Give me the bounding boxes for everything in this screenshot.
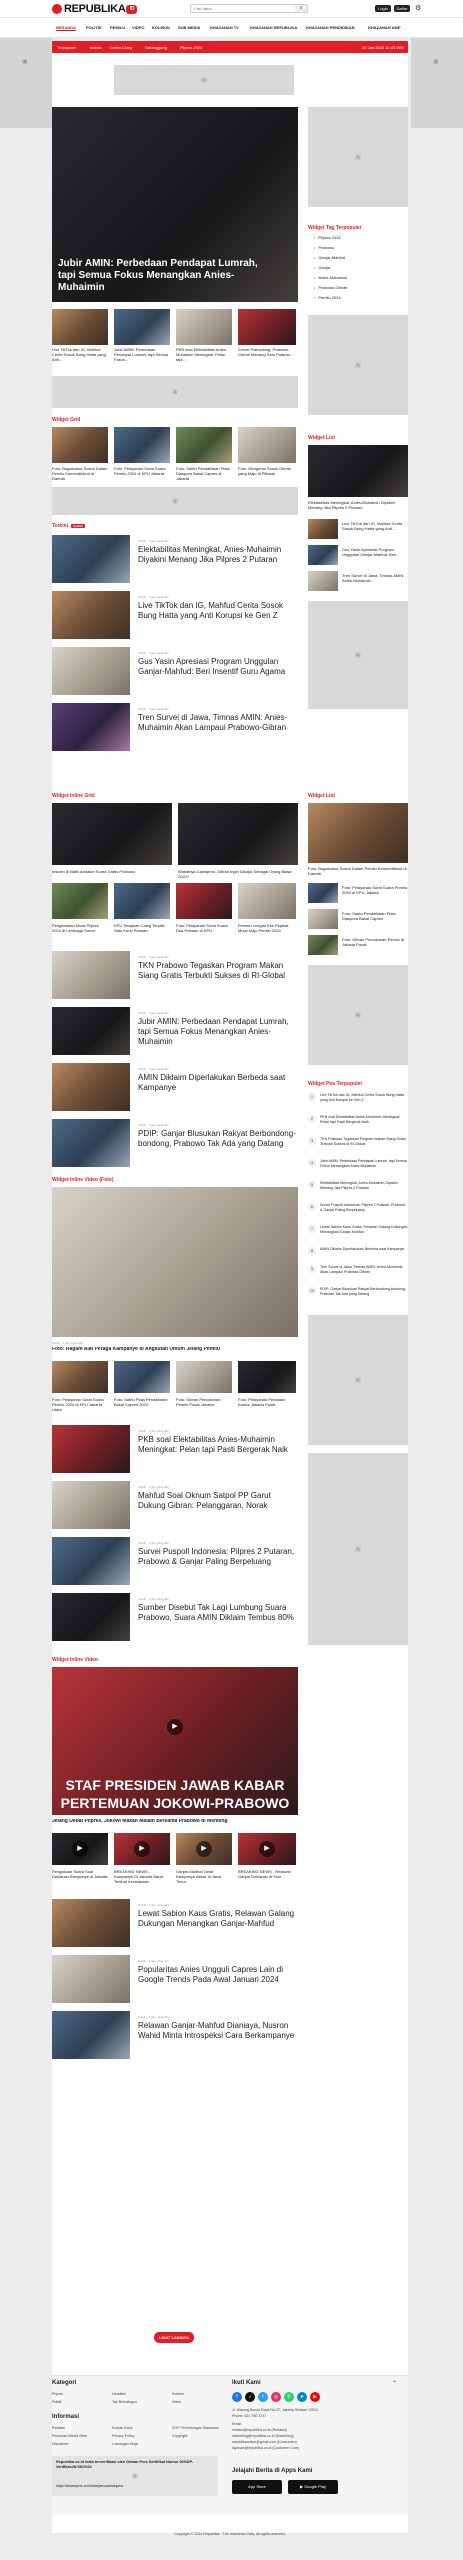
gear-icon[interactable]: ⚙	[415, 5, 422, 12]
inline-grid-item-title[interactable]: KPU Tetapkan Caleg Terpilih Satu Kursi Putaran	[114, 923, 165, 933]
inline-list-item[interactable]: Foto: Gibran Pencalonan Pemilu di Jakarta Pusat	[342, 937, 405, 947]
grid-thumb[interactable]	[114, 427, 170, 463]
footer-link[interactable]: Headline	[112, 2392, 127, 2396]
verified-text: Republika.co.id telah terverifikasi oleh Dewan Pers Sertifikat Nomor 005/DP-Verifikasi/K/XII/2024	[56, 2460, 194, 2469]
play-icon[interactable]: ▶	[196, 1841, 212, 1857]
whatsapp-icon[interactable]: ✆	[284, 2392, 294, 2402]
left-side-ad[interactable]: ▣	[0, 38, 52, 128]
article-meta: Politik · 1 jam yang lalu	[138, 539, 169, 543]
hero-related-thumb[interactable]	[176, 309, 232, 345]
logo-badge: ID	[126, 5, 137, 14]
right-side-ad[interactable]: ▣	[411, 38, 463, 128]
sidebar-ad[interactable]	[308, 1315, 408, 1445]
article-meta: Politik · 1 jam yang lalu	[138, 2015, 169, 2019]
populer-item[interactable]: Live TikTok dan IG, Mahfud Cerita Sosok Bung Hatta yang Anti Korupsi ke Gen Z	[320, 1093, 405, 1102]
foto-thumb[interactable]	[52, 1361, 108, 1393]
inline-video-foto-image[interactable]	[52, 1187, 298, 1337]
mid-banner-ad[interactable]	[52, 376, 298, 408]
footer-link[interactable]: Copyright	[172, 2434, 188, 2438]
site-logo[interactable]	[52, 3, 137, 15]
tiktok-icon[interactable]: ♪	[245, 2392, 255, 2402]
sidebar-ad[interactable]	[308, 315, 408, 415]
top-banner-ad[interactable]	[114, 65, 294, 95]
list-title[interactable]: Gus Yasin Apresiasi Program Unggulan Ganjar-Mahfud: Beri...	[342, 547, 400, 557]
footer	[52, 2375, 408, 2515]
instagram-icon[interactable]: ◎	[271, 2392, 281, 2402]
article-thumb[interactable]	[52, 951, 130, 999]
hero-related-title[interactable]: Live TikTok dan IG, Mahfud Cerita Sosok Bung Hatta yang Anti...	[52, 347, 106, 362]
twitter-icon[interactable]: t	[258, 2392, 268, 2402]
hero-title[interactable]: Jubir AMIN: Perbedaan Pendapat Lumrah, tapi Semua Fokus Menangkan Anies-Muhaimin	[58, 258, 258, 293]
rank-number: 3	[308, 1137, 316, 1145]
inline-grid-item-title[interactable]: Pemain Lengan Eks Pejabat Mulai Maju Pemilu 2024	[238, 923, 289, 933]
inline-grid-feature[interactable]	[52, 803, 172, 865]
hero-related-title[interactable]: PKB soal Elektabilitas Anies-Muhaimin Meningkat: Pelan tapi...	[176, 347, 228, 362]
article-thumb[interactable]	[52, 1955, 130, 2003]
app-store-label: App Store	[248, 2484, 266, 2489]
sub-nav	[52, 41, 408, 53]
current-date: 22 Jan 2024 12:43 WIB	[362, 45, 404, 50]
article-title[interactable]: Relawan Ganjar-Mahfud Dianiaya, Nusron Wahid Minta Introspeksi Cara Berkampanye	[138, 2021, 295, 2040]
footer-link[interactable]: Disclaimer	[52, 2442, 69, 2446]
footer-link[interactable]: Redaksi	[52, 2426, 65, 2430]
foto-thumb[interactable]	[176, 1361, 232, 1393]
play-icon[interactable]: ▶	[72, 1841, 88, 1857]
inline-list-feature-title[interactable]: Foto: Bagaimana Sosok Dalam Pemilu Kemendikbud di Daerah	[308, 866, 407, 876]
footer-ikuti-title: Ikuti Kami	[232, 2380, 261, 2386]
copyright: Copyright © 2024 Republika · The Indonesia Daily. All rights reserved.	[174, 2532, 286, 2536]
rank-number: 7	[308, 1225, 316, 1233]
rank-number: 5	[308, 1181, 316, 1189]
article-thumb[interactable]	[52, 1063, 130, 1111]
subnav-gelanggang[interactable]: Gelanggang	[145, 45, 167, 50]
foto-title[interactable]: Foto: Gibran Pencalonan Pemilu Pusat Jakarta	[176, 1397, 221, 1407]
load-more-button[interactable]: LIHAT LAINNYA	[154, 2332, 194, 2343]
populer-item[interactable]: PKB soal Elektabilitas Anies-Muhaimin Meningkat: Pelan tapi Pasti Bergerak Naik	[320, 1115, 401, 1124]
footer-link[interactable]: SOP Perlindungan Wartawan	[172, 2426, 219, 2430]
article-thumb[interactable]	[52, 1593, 130, 1641]
grid-title[interactable]: Foto: Mengenal Sosok Gibran yang Maju di Pilkada	[238, 466, 292, 476]
terkini-title: Terkini Update	[52, 523, 84, 529]
logo-text: REPUBLIKA	[64, 3, 126, 15]
inline-list-thumb[interactable]	[308, 883, 338, 903]
app-store-button[interactable]	[232, 2480, 282, 2494]
tag-item[interactable]: • Prabowo	[314, 245, 334, 250]
video-thumb[interactable]	[176, 1833, 232, 1865]
inline-video-foto-title: Widget Inline Video (Foto)	[52, 1177, 114, 1183]
grid-title[interactable]: Foto: Bagaimana Sosok Dalam Pemilu Kemendikbud di Daerah	[52, 466, 108, 481]
article-meta: Politik · 1 jam yang lalu	[138, 1067, 169, 1071]
nav-item-khazanah-tv[interactable]: KHAZANAH TV	[210, 25, 239, 30]
hero-image[interactable]	[52, 107, 298, 302]
play-icon[interactable]: ▶	[134, 1841, 150, 1857]
nav-item-khazanah-amp[interactable]: KHAZANAH AMP	[368, 25, 401, 30]
hero-related-title[interactable]: Survei Poltracking: Prabowo-Gibran Menang Satu Putaran...	[238, 347, 294, 357]
grid-title[interactable]: Foto: Sabtu Pendaftaran Piala Diaspora Bakal Capres di Jakarta	[176, 466, 230, 481]
article-title[interactable]: Live TikTok dan IG, Mahfud Cerita Sosok Bung Hatta yang Anti Korupsi ke Gen Z	[138, 601, 283, 620]
inline-video-player[interactable]	[52, 1667, 298, 1815]
nav-item-pemilu[interactable]: PEMILU	[110, 25, 126, 30]
facebook-icon[interactable]: f	[232, 2392, 242, 2402]
footer-link[interactable]: Privacy Policy	[112, 2434, 135, 2438]
article-title[interactable]: Mahfud Soal Oknum Satpol PP Garut Dukung Gibran: Pelanggaran, Norak	[138, 1491, 271, 1510]
footer-kategori-title: Kategori	[52, 2380, 77, 2386]
play-store-icon: ▶	[300, 2484, 305, 2489]
article-meta: Politik · 1 jam yang lalu	[138, 651, 169, 655]
nav-item-koleksi[interactable]: KOLEKSI	[152, 25, 170, 30]
article-meta: Politik · 1 jam yang lalu	[138, 1959, 169, 1963]
populer-title: Widget Pos Terpopuler	[308, 1081, 363, 1087]
grid-title[interactable]: Foto: Pelayanan Surat Suara Pemilu 2024 di KPU Jakarta	[114, 466, 166, 476]
tag-item[interactable]: • Anies-Muhaimin	[314, 275, 347, 280]
list-title[interactable]: Live TikTok dan IG, Mahfud Cerita Sosok Bung Hatta yang Anti...	[342, 521, 403, 531]
subnav-pilpres[interactable]: Pilpres 2024	[180, 45, 203, 50]
rank-number: 8	[308, 1247, 316, 1255]
populer-item[interactable]: AMIN Diklaim Diperlakukan Berbeda saat Kampanye	[320, 1247, 405, 1251]
play-icon[interactable]: ▶	[259, 1841, 275, 1857]
rank-number: 10	[309, 1288, 315, 1293]
article-meta: Politik · 1 jam yang lalu	[138, 955, 169, 959]
google-play-button[interactable]	[288, 2480, 338, 2494]
grid-thumb[interactable]	[176, 427, 232, 463]
article-meta: Politik · 1 jam yang lalu	[138, 1903, 169, 1907]
inline-grid-feature-title[interactable]: Insiden di Batik Andalan Suara Gratis Prabowo	[52, 869, 136, 874]
foto-title[interactable]: Foto: Pelayanan Penataan Kantor Jakarta Pusat	[238, 1397, 286, 1407]
tag-widget-title: Widget Tag Terpopuler	[308, 225, 362, 231]
footer-link[interactable]: Lowongan Kerja	[112, 2442, 138, 2446]
youtube-icon[interactable]: ▶	[310, 2392, 320, 2402]
nav-item-khazanah-pendidikan[interactable]: KHAZANAH PENDIDIKAN	[306, 25, 355, 30]
article-meta: Politik · 1 jam yang lalu	[138, 595, 169, 599]
populer-item[interactable]: TKN Prabowo Tegaskan Program Makan Siang Gratis Terbukti Sukses di RI-Global	[320, 1137, 407, 1146]
main-nav	[0, 18, 463, 38]
sidebar-ad[interactable]	[308, 1453, 408, 1645]
hero-related-thumb[interactable]	[52, 309, 108, 345]
nav-item-khazanah-republika[interactable]: KHAZANAH REPUBLIKA	[250, 25, 298, 30]
login-button[interactable]: Login	[375, 5, 391, 12]
top-header	[0, 0, 463, 18]
inline-grid-thumb[interactable]	[114, 883, 170, 919]
populer-item[interactable]: Survei Puspoll Indonesia: Pilpres 2 Putaran, Prabowo & Ganjar Paling Berpeluang	[320, 1203, 406, 1212]
tag-item[interactable]: • Pilpres 2024	[314, 235, 341, 240]
logo-icon	[52, 4, 62, 14]
article-thumb[interactable]	[52, 1425, 130, 1473]
search-input[interactable]	[191, 5, 291, 12]
inline-grid-feature-title[interactable]: Wakatnya Cawapres, Gibran Ingin Disapa Sebagai Orang Biasa 2024?	[178, 869, 292, 879]
footer-link[interactable]: Koleksi	[172, 2392, 184, 2396]
foto-thumb[interactable]	[238, 1361, 296, 1393]
widget-grid-title: Widget Grid	[52, 417, 81, 423]
video-title[interactable]: BREAKING NEWS - Relawan Ganjar Deklarasi di Solo	[238, 1869, 291, 1879]
hero-related-thumb[interactable]	[238, 309, 296, 345]
mid-banner-ad[interactable]	[52, 487, 298, 515]
inline-video-caption[interactable]: Jelang Debat Pilpres, Jokowi Makan Malam Bersama Prabowo di Menteng	[52, 1819, 228, 1824]
list-title[interactable]: Tren Survei di Jawa, Timnas AMIN: Anies-Muhaimin...	[342, 573, 405, 583]
article-thumb[interactable]	[52, 2011, 130, 2059]
tag-item[interactable]: • Prabowo-Gibran	[314, 285, 348, 290]
article-title[interactable]: PKB soal Elektabilitas Anies-Muhaimin Meningkat: Pelan tapi Pasti Bergerak Naik	[138, 1435, 288, 1454]
google-play-label: Google Play	[304, 2484, 326, 2489]
grid-thumb[interactable]	[238, 427, 296, 463]
video-title[interactable]: Ganjar-Mahfud Gelar Kampanye Akbar di Jawa Timur	[176, 1869, 222, 1884]
article-meta: Politik · 1 jam yang lalu	[138, 1011, 169, 1015]
article-thumb[interactable]	[52, 1007, 130, 1055]
footer-link[interactable]: Video	[172, 2400, 182, 2404]
register-button[interactable]: Daftar	[394, 5, 410, 12]
footer-email[interactable]: republikaonline@gmail.com (Konsumen)	[232, 2440, 297, 2444]
article-thumb[interactable]	[52, 591, 130, 639]
article-thumb[interactable]	[52, 1119, 130, 1167]
tag-item[interactable]: • Pemilu 2024	[314, 295, 341, 300]
list-thumb[interactable]	[308, 571, 338, 591]
inline-list-feature[interactable]	[308, 803, 408, 863]
article-meta: Politik · 1 jam yang lalu	[138, 1429, 169, 1433]
footer-email[interactable]: marketing@republika.co.id (Marketing)	[232, 2434, 294, 2438]
populer-item[interactable]: Jubir AMIN: Perbedaan Pendapat Lumrah, tapi Semua Fokus Menangkan Anies-Muhaimin	[320, 1159, 407, 1168]
hero-related-thumb[interactable]	[114, 309, 170, 345]
inline-grid-item-title[interactable]: Foto: Pelayanan Surat Suara Dua Putaran di KPU	[176, 923, 228, 933]
footer-link[interactable]: Kontak Kami	[112, 2426, 133, 2430]
article-thumb[interactable]	[52, 1481, 130, 1529]
video-banner-line2: PERTEMUAN JOKOWI-PRABOWO	[60, 1795, 290, 1811]
article-meta: Politik · 1 jam yang lalu	[52, 1341, 83, 1345]
inline-grid-item-title[interactable]: Pengamatan Mulai Pilpres 2024 di Lembaga Survei	[52, 923, 99, 933]
nav-item-beranda[interactable]: BERANDA	[56, 25, 76, 30]
inline-list-title: Widget List	[308, 793, 335, 799]
sidebar-ad[interactable]	[308, 601, 408, 709]
footer-email-label: Email:	[232, 2422, 242, 2426]
inline-video-foto-caption[interactable]: Foto: Ragam Alat Peraga Kampanye di Angkutan Umum Jelang Pemilu	[52, 1347, 220, 1352]
search-icon[interactable]: ⌕	[295, 5, 307, 12]
article-thumb[interactable]	[52, 703, 130, 751]
video-title[interactable]: Pengakuan Suara Soal Deklarasi Kampanye di Jakarta	[52, 1869, 108, 1879]
populer-item[interactable]: Elektabilitas Meningkat, Anies-Muhaimin Diyakini Menang Jika Pilpres 2 Putaran	[320, 1181, 398, 1190]
article-title[interactable]: Elektabilitas Meningkat, Anies-Muhaimin Diyakini Menang Jika Pilpres 2 Putaran	[138, 545, 282, 564]
sidebar-ad[interactable]	[308, 107, 408, 207]
foto-title[interactable]: Foto: Sabtu Piala Pendaftaran Bakal Capres 2024	[114, 1397, 168, 1407]
article-title[interactable]: Gus Yasin Apresiasi Program Unggulan Ganjar-Mahfud: Beri Insentif Guru Agama	[138, 657, 286, 676]
article-meta: Politik · 1 jam yang lalu	[138, 1597, 169, 1601]
article-title[interactable]: Survei Puspoll Indonesia: Pilpres 2 Putaran, Prabowo & Ganjar Paling Berpeluang	[138, 1547, 295, 1566]
article-title[interactable]: AMIN Diklaim Diperlakukan Berbeda saat Kampanye	[138, 1073, 286, 1092]
app-title: Jelajahi Berita di Apps Kami	[232, 2468, 313, 2474]
article-title[interactable]: Lewat Sabion Kaus Gratis, Relawan Galang Dukungan Menangkan Ganjar-Mahfud	[138, 1909, 295, 1928]
subnav-cerita-caleg[interactable]: Cerita Caleg	[110, 45, 133, 50]
sidebar-ad[interactable]	[308, 965, 408, 1065]
article-title[interactable]: Tren Survei di Jawa, Timnas AMIN: Anies-Muhaimin Akan Lampaui Prabowo-Gibran	[138, 713, 288, 732]
video-title[interactable]: BREAKING NEWS - Kampanye Di Jakarta Barat Terlibat Kecelakaan	[114, 1869, 163, 1884]
video-thumb[interactable]	[52, 1833, 108, 1865]
nav-item-politik[interactable]: POLITIK	[86, 25, 102, 30]
inline-grid-title: Widget Inline Grid	[52, 793, 95, 799]
hero-related-title[interactable]: Jubir AMIN: Perbedaan Pendapat Lumrah, tapi Semua Fokus...	[114, 347, 169, 362]
rank-number: 2	[308, 1115, 316, 1123]
widget-list-title: Widget List	[308, 435, 335, 441]
article-thumb[interactable]	[52, 1537, 130, 1585]
article-title[interactable]: PDIP: Ganjar Blusukan Rakyat Berbondong-bondong, Prabowo Tak Ada yang Datang	[138, 1129, 296, 1148]
nav-item-sub-media[interactable]: SUB MEDIA	[178, 25, 201, 30]
rank-number: 1	[308, 1093, 316, 1101]
article-meta: Politik · 1 jam yang lalu	[138, 1123, 169, 1127]
inline-grid-thumb[interactable]	[238, 883, 296, 919]
article-thumb[interactable]	[52, 1899, 130, 1947]
tag-item[interactable]: • Ganjar-Mahfud	[314, 255, 345, 260]
footer-address: Jl. Warung Buncit Raya No.37, Jakarta Selatan 12510	[232, 2408, 318, 2412]
footer-link[interactable]: Tak Berkategori	[112, 2400, 137, 2404]
inline-video-title: Widget Inline Video	[52, 1657, 98, 1663]
chevron-up-icon[interactable]: ⌃	[392, 2381, 398, 2387]
footer-link[interactable]: Politik	[52, 2400, 62, 2404]
list-thumb[interactable]	[308, 545, 338, 565]
video-thumb[interactable]	[114, 1833, 170, 1865]
footer-link[interactable]: Pilpres	[52, 2392, 63, 2396]
search-box	[190, 4, 308, 13]
inline-list-item[interactable]: Foto: Sabtu Pendaftaran Piala Diaspora Bakal Capres	[342, 911, 396, 921]
subnav-indeks[interactable]: Indeks	[90, 45, 102, 50]
list-feature-image[interactable]	[308, 445, 408, 497]
inline-list-thumb[interactable]	[308, 909, 338, 929]
grid-thumb[interactable]	[52, 427, 108, 463]
article-thumb[interactable]	[52, 535, 130, 583]
list-feature-title[interactable]: Elektabilitas Meningkat, Anies-Muhaimin Diyakini Menang Jika Pilpres 2 Putaran	[308, 500, 395, 510]
populer-item[interactable]: Tren Survei di Jawa, Timnas AMIN: Anies-Muhaimin Akan Lampaui Prabowo-Gibran	[320, 1265, 403, 1274]
article-title[interactable]: Sumber Disebut Tak Lagi Lumbung Suara Prabowo, Suara AMIN Diklaim Tembus 80%	[138, 1603, 294, 1622]
footer-link[interactable]: Pedoman Media Siber	[52, 2434, 88, 2438]
video-banner-line1: STAF PRESIDEN JAWAB KABAR	[65, 1777, 285, 1793]
article-meta: Politik · 1 jam yang lalu	[138, 1485, 169, 1489]
article-title[interactable]: TKN Prabowo Tegaskan Program Makan Siang Gratis Terbukti Sukses di RI-Global	[138, 961, 286, 980]
article-title[interactable]: Jubir AMIN: Perbedaan Pendapat Lumrah, tapi Semua Fokus Menangkan Anies-Muhaimin	[138, 1017, 289, 1046]
video-thumb[interactable]	[238, 1833, 296, 1865]
main-content	[52, 53, 408, 2533]
inline-grid-thumb[interactable]	[52, 883, 108, 919]
inline-list-item[interactable]: Foto: Pelayanan Surat Suara Pemilu 2024 di KPU Jakarta	[342, 885, 407, 895]
article-meta: Politik · 1 jam yang lalu	[138, 707, 169, 711]
list-thumb[interactable]	[308, 519, 338, 539]
populer-item[interactable]: PDIP: Ganjar Blusukan Rakyat Berbondong-bondong, Prabowo Tak Ada yang Datang	[320, 1287, 406, 1296]
telegram-icon[interactable]: ➤	[297, 2392, 307, 2402]
nav-item-video[interactable]: VIDEO	[132, 25, 145, 30]
rank-number: 4	[308, 1159, 316, 1167]
inline-grid-feature[interactable]	[178, 803, 298, 865]
article-title[interactable]: Popularitas Anies Ungguli Capres Lain di Google Trends Pada Awal Januari 2024	[138, 1965, 283, 1984]
article-thumb[interactable]	[52, 647, 130, 695]
foto-thumb[interactable]	[114, 1361, 170, 1393]
footer-phone: Phone: 021 780 3747	[232, 2414, 267, 2418]
rank-number: 6	[308, 1203, 316, 1211]
verified-link[interactable]: https://dewanpers.or.id/data/perusahaanpers	[56, 2484, 124, 2488]
rank-number: 9	[308, 1265, 316, 1273]
footer-email[interactable]: layanan@republika.co.id (Customer Care)	[232, 2446, 300, 2450]
update-badge: Update	[73, 523, 84, 528]
footer-email[interactable]: redaksi@republika.co.id (Redaksi)	[232, 2428, 287, 2432]
play-icon[interactable]: ▶	[167, 1719, 183, 1735]
tag-item[interactable]: • Ganjar	[314, 265, 330, 270]
footer-informasi-title: Informasi	[52, 2414, 80, 2420]
inline-list-thumb[interactable]	[308, 935, 338, 955]
inline-grid-thumb[interactable]	[176, 883, 232, 919]
subnav-terpopuler[interactable]: Terpopuler	[57, 45, 76, 50]
foto-title[interactable]: Foto: Pelayanan Surat Suara Pemilu 2024 di KPU Jakarta Utara	[52, 1397, 104, 1412]
populer-item[interactable]: Lewat Sabion Kaus Gratis, Relawan Galang Dukungan Menangkan Ganjar-Mahfud	[320, 1225, 408, 1234]
article-meta: Politik · 1 jam yang lalu	[138, 1541, 169, 1545]
